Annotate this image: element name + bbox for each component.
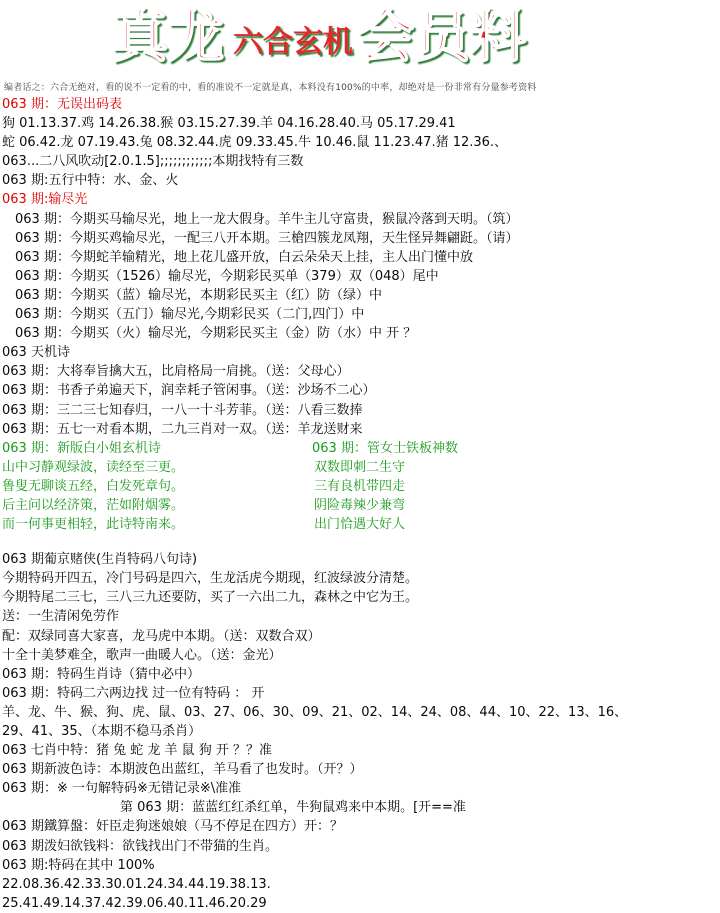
two-column-row-2 [2,477,718,496]
two-column-header [2,439,718,458]
heaven-poem-line-3: 063 期：三二三七知春归，一八一十斗芳菲。（送：八看三数捧 [2,402,363,418]
white-lady-poem-line-3: 后主问以经济策，茫如附烟雾。 [2,497,185,513]
white-lady-poem-title: 063 期：新版白小姐玄机诗 [2,440,161,456]
special-code-line: 063 期：特码二六两边找 过一位有特码 ： 开 [2,685,265,701]
section-lose-all-title: 063 期:输尽光 [2,192,88,208]
heaven-poem-line-1: 063 期：大将奉旨擒大五，比肩格局一肩挑。（送：父母心） [2,364,350,380]
spacer [2,534,718,550]
zodiac-poem-title: 063 期：特码生肖诗（猜中必中） [2,666,200,682]
lose-line-3: 063 期：今期蛇羊输精光，地上花儿盛开放，白云朵朵天上挂，主人出门懂中放 [15,249,473,265]
one-sentence-title: 063 期：※ 一句解特码※无错记录※\准准 [2,781,242,797]
special-code-within-title: 063 期:特码在其中 100% [2,857,155,873]
lose-line-5: 063 期：今期买（蓝）输尽光，本期彩民买主（红）防（绿）中 [15,287,382,303]
lose-line-7: 063 期：今期买（火）输尽光，今期彩民买主（金）防（水）中 开 ？ [15,326,417,342]
macau-poem-line-5: 十全十美梦难全，歌声一曲暖人心。（送：金光） [2,647,282,663]
main-content [2,95,718,913]
title-banner [0,0,720,72]
white-lady-poem-line-2: 鲁叟无聊谈五经，白发死章句。 [2,478,185,494]
heaven-poem-line-4: 063 期：五七一对看本期，二九三肖对一双。（送：羊龙送财来 [2,421,363,437]
section-macau-poem-title: 063 期葡京赌侠(生肖特码八句诗) [2,552,198,568]
heaven-poem-line-2: 063 期：书香子弟遍天下，润幸耗子管闲事。（送：沙场不二心） [2,383,376,399]
disclaimer-text: 编者话之：六合无绝对，看的说不一定看的中，看的准说不一定就是真，本料没有100%的中率，却绝对是一份非常有分量参考资料 [4,83,537,93]
code-table-row-2: 蛇 06.42.龙 07.19.43.兔 08.32.44.虎 09.33.45.牛 10.46.鼠 11.23.47.猪 12.36.、 [2,135,508,151]
two-column-row-4 [2,515,718,534]
wave-color-line: 063 期新波色诗：本期波色出蓝红，羊马看了也发时。（开？） [2,762,363,778]
number-list-line-1: 羊、龙、牛、猴、狗、虎、鼠、03、27、06、30、09、21、02、14、24、08、44、10、22、13、16、 [2,704,628,720]
macau-poem-line-1: 今期特码开四五，冷门号码是四六，生龙活虎今期现，红波绿波分清楚。 [2,571,419,587]
white-lady-poem-line-1: 山中习静观绿波，读经至三更。 [2,459,185,475]
section-heaven-poem-title: 063 天机诗 [2,345,70,361]
iron-plate-line-1: 双数即刺二生守 [314,459,406,475]
macau-poem-line-4: 配：双绿同喜大家喜，龙马虎中本期。（送：双数合双） [2,628,321,644]
wind-line: 063...二八风吹动[2.0.1.5];;;;;;;;;;;;本期找特有三数 [2,154,304,170]
iron-plate-line-3: 阴险毒辣少兼弯 [314,497,406,513]
iron-abacus-line: 063 期鐵算盤：奸臣走狗迷娘娘（马不停足在四方）开：？ [2,819,343,835]
lose-line-6: 063 期：今期买（五门）输尽光,今期彩民买（二门,四门）中 [15,307,365,323]
two-column-row-3 [2,496,718,515]
seven-zodiac-line: 063 七肖中特：猪 兔 蛇 龙 羊 鼠 狗 开 ？？准 [2,743,273,759]
five-elements-line: 063 期:五行中特：水、金、火 [2,173,179,189]
lose-line-1: 063 期：今期买马输尽光，地上一龙大假身。羊牛主儿守富贵，猴鼠冷落到天明。（筑） [15,211,519,227]
banner-title-big-2: 会员料 [358,4,526,70]
final-numbers-line-1: 22.08.36.42.33.30.01.24.34.44.19.38.13. [2,876,271,892]
section-code-table-title: 063 期：无误出码表 [2,97,122,112]
code-table-row-1: 狗 01.13.37.鸡 14.26.38.猴 03.15.27.39.羊 04.16.28.40.马 05.17.29.41 [2,116,456,132]
final-numbers-line-2: 25.41.49.14.37.42.39.06.40.11.46.20.29 [2,895,267,911]
macau-poem-line-2: 今期特尾二三七，三八三九还要防，买了一六出二九，森林之中它为王。 [2,590,419,606]
shrew-money-line: 063 期泼妇欲钱料：欲钱找出门不带猫的生肖。 [2,838,278,854]
lose-line-2: 063 期：今期买鸡输尽光，一配三八开本期。三槍四簇龙凤翔，天生怪异舞翩跹。（请） [15,230,519,246]
banner-svg [0,0,720,72]
macau-poem-line-3: 送：一生清闲免劳作 [2,609,120,625]
number-list-line-2: 29、41、35、（本期不稳马杀肖） [2,724,202,739]
iron-plate-line-4: 出门恰遇大好人 [314,517,406,533]
one-sentence-line: 第 063 期：蓝蓝红红杀红单，牛狗鼠鸡来中本期。[开==准 [120,800,466,816]
iron-plate-line-2: 三有良机带四走 [314,478,406,494]
banner-title-small: 六合玄机 [233,25,353,60]
two-column-row-1 [2,458,718,477]
lose-line-4: 063 期：今期买（1526）输尽光，今期彩民买单（379）双（048）尾中 [15,268,439,284]
banner-title-big-1: 真龙 [112,4,224,70]
iron-plate-title: 063 期：管女士铁板神数 [312,440,458,456]
white-lady-poem-line-4: 而一何事更相轻，此诗特南来。 [2,517,185,533]
